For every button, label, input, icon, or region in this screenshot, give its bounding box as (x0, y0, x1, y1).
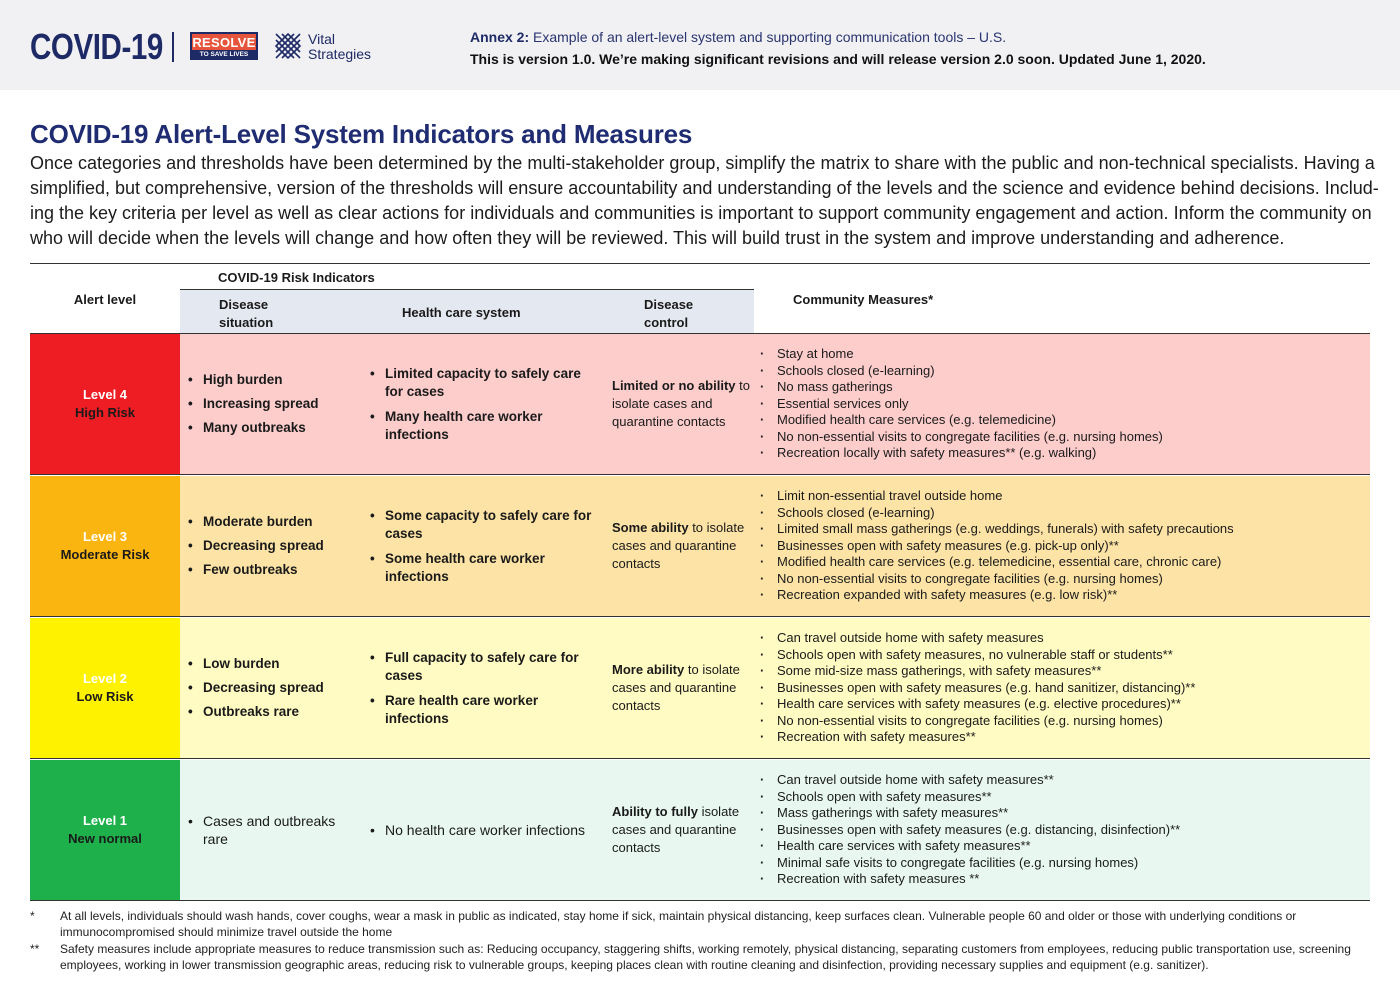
list-item: • Limited capacity to safely care for cases (370, 365, 595, 401)
level-cell (30, 760, 180, 900)
control-text: to isolate cases and quarantine contacts (612, 378, 750, 429)
list-item: • Many health care worker infections (370, 408, 595, 444)
footnote-text: Safety measures include appropriate measures to reduce transmission such as: Reducing occupancy, staggering shifts, working remotely, physical distancing, separating customers from employees, reducing public transportation use, screening employees, working in lower transmission geographic areas, reducing risk to vulnerable groups, keeping places clean with routine cleaning and disinfection, providing necessary supplies and equipment (e.g. sanitizer). (60, 942, 1351, 972)
resolve-to-save-lives-logo (190, 32, 258, 60)
list-item: • Decreasing spread (188, 537, 358, 555)
row-body (180, 476, 1370, 616)
level-label: Level 2 (82, 671, 128, 686)
list-item: · Can travel outside home with safety measures (760, 630, 1360, 647)
version-notice: This is version 1.0. We’re making significant revisions and will release version 2.0 soon. Updated June 1, 2020. (470, 51, 1206, 67)
control-text: isolate cases and quarantine contacts (612, 804, 740, 855)
community-measures-cell (760, 760, 1360, 900)
list-item: • Some capacity to safely care for cases (370, 507, 595, 543)
disease-situation-cell (188, 476, 358, 616)
table-row-level-4 (30, 334, 1370, 475)
list-item: · Mass gatherings with safety measures** (760, 805, 1360, 822)
health-list (370, 821, 595, 839)
covid-19-logo: COVID-19 (30, 26, 163, 67)
health-care-system-cell (370, 334, 595, 474)
list-item: • High burden (188, 371, 358, 389)
list-item: · No non-essential visits to congregate facilities (e.g. nursing homes) (760, 429, 1360, 446)
disease-situation-cell (188, 334, 358, 474)
risk-label: Moderate Risk (60, 547, 150, 562)
header-disease-situation (219, 296, 273, 332)
disease-list (188, 649, 358, 727)
vital-strategies-logo-icon (272, 30, 304, 62)
risk-label: New normal (68, 831, 142, 846)
community-list (760, 346, 1360, 462)
header-community-measures: Community Measures* (793, 292, 934, 307)
health-care-system-cell (370, 476, 595, 616)
intro-paragraph (30, 151, 1379, 251)
list-item: • Cases and outbreaks rare (188, 812, 358, 848)
list-item: • Increasing spread (188, 395, 358, 413)
table-row-level-3 (30, 476, 1370, 617)
community-measures-cell (760, 618, 1360, 758)
list-item: · Businesses open with safety measures (e.g. hand sanitizer, distancing)** (760, 680, 1360, 697)
disease-situation-cell (188, 618, 358, 758)
header-disease-control (644, 296, 693, 332)
logo-divider (172, 32, 174, 62)
disease-situation-cell (188, 760, 358, 900)
list-item: · Limit non-essential travel outside home (760, 488, 1360, 505)
control-strong: Some ability (612, 520, 689, 535)
community-list (760, 488, 1360, 604)
resolve-logo-text: RESOLVE (190, 32, 258, 50)
community-measures-cell (760, 476, 1360, 616)
table-row-level-2 (30, 618, 1370, 759)
community-list (760, 772, 1360, 888)
level-cell (30, 618, 180, 758)
control-text: to isolate cases and quarantine contacts (612, 520, 745, 571)
health-list (370, 500, 595, 593)
disease-list (188, 812, 358, 848)
vital-logo-line1: Vital (308, 31, 335, 47)
footnote-mark: * (30, 909, 35, 923)
level-label: Level 4 (82, 387, 128, 402)
list-item: • No health care worker infections (370, 821, 595, 839)
resolve-logo-tagline: TO SAVE LIVES (190, 50, 258, 60)
list-item: · Recreation with safety measures** (760, 729, 1360, 746)
list-item: · Modified health care services (e.g. telemedicine, essential care, chronic care) (760, 554, 1360, 571)
header-risk-indicators: COVID-19 Risk Indicators (218, 270, 375, 285)
risk-label: Low Risk (76, 689, 134, 704)
list-item: · No mass gatherings (760, 379, 1360, 396)
header-disease-line2: situation (219, 315, 274, 330)
row-body (180, 618, 1370, 758)
level-label: Level 1 (82, 813, 128, 828)
footnote-text: At all levels, individuals should wash hands, cover coughs, wear a mask in public as indicated, stay home if sick, maintain physical distancing, keep surfaces clean. Vulnerable people 60 and older or those with underlying conditions or immunocompromised should minimize travel outside the home (60, 909, 1297, 939)
header-health-care-system: Health care system (402, 305, 521, 320)
list-item: • Low burden (188, 655, 358, 673)
disease-list (188, 365, 358, 443)
intro-line: ing the key criteria per level as well as clear actions for individuals and communities is important to support community engagement and action. Inform the community on (30, 203, 1372, 223)
list-item: · Essential services only (760, 396, 1360, 413)
header-alert-level: Alert level (73, 292, 137, 307)
vital-logo-line2: Strategies (308, 46, 372, 62)
list-item: · Schools closed (e-learning) (760, 505, 1360, 522)
table-top-rule (30, 263, 1370, 264)
list-item: • Decreasing spread (188, 679, 358, 697)
list-item: · Recreation with safety measures ** (760, 871, 1360, 888)
intro-line: Once categories and thresholds have been determined by the multi-stakeholder group, simplify the matrix to share with the public and non-technical specialists. Having a (30, 153, 1375, 173)
risk-label: High Risk (75, 405, 135, 420)
list-item: • Moderate burden (188, 513, 358, 531)
list-item: · Schools closed (e-learning) (760, 363, 1360, 380)
annex-label: Annex 2: (470, 29, 530, 45)
community-measures-cell (760, 334, 1360, 474)
control-strong: More ability (612, 662, 685, 677)
row-body (180, 334, 1370, 474)
disease-control-cell (612, 476, 757, 616)
footnote-double-asterisk (30, 941, 1375, 973)
health-list (370, 642, 595, 735)
list-item: · Limited small mass gatherings (e.g. weddings, funerals) with safety precautions (760, 521, 1360, 538)
list-item: · No non-essential visits to congregate facilities (e.g. nursing homes) (760, 713, 1360, 730)
list-item: · Businesses open with safety measures (e.g. distancing, disinfection)** (760, 822, 1360, 839)
intro-line: who will decide when the levels will change and how often they will be reviewed. This will build trust in the system and improve understanding and adherence. (30, 228, 1285, 248)
list-item: • Many outbreaks (188, 419, 358, 437)
list-item: · Stay at home (760, 346, 1360, 363)
list-item: • Few outbreaks (188, 561, 358, 579)
list-item: • Full capacity to safely care for cases (370, 649, 595, 685)
header-disease-line1: Disease (219, 297, 269, 312)
list-item: • Some health care worker infections (370, 550, 595, 586)
control-strong: Ability to fully (612, 804, 698, 819)
annex-caption (470, 29, 1006, 45)
control-text: to isolate cases and quarantine contacts (612, 662, 740, 713)
community-list (760, 630, 1360, 746)
level-label: Level 3 (82, 529, 128, 544)
intro-line: simplified, but comprehensive, version of the thresholds will ensure accountability and understanding of the levels and the science and evidence behind decisions. Includ- (30, 178, 1379, 198)
page-title: COVID-19 Alert-Level System Indicators and Measures (30, 119, 693, 149)
list-item: • Rare health care worker infections (370, 692, 595, 728)
list-item: · Recreation expanded with safety measures (e.g. low risk)** (760, 587, 1360, 604)
header-control-line1: Disease (644, 297, 694, 312)
row-body (180, 760, 1370, 900)
table-row-level-1 (30, 760, 1370, 901)
list-item: · Health care services with safety measures (e.g. elective procedures)** (760, 696, 1360, 713)
list-item: · Schools open with safety measures, no vulnerable staff or students** (760, 647, 1360, 664)
disease-control-cell (612, 334, 757, 474)
list-item: · Health care services with safety measures** (760, 838, 1360, 855)
list-item: · Some mid-size mass gatherings, with safety measures** (760, 663, 1360, 680)
disease-list (188, 507, 358, 585)
disease-control-cell (612, 760, 757, 900)
list-item: · Schools open with safety measures** (760, 789, 1360, 806)
list-item: · Minimal safe visits to congregate facilities (e.g. nursing homes) (760, 855, 1360, 872)
level-cell (30, 334, 180, 474)
disease-control-cell (612, 618, 757, 758)
health-care-system-cell (370, 760, 595, 900)
list-item: • Outbreaks rare (188, 703, 358, 721)
list-item: · Modified health care services (e.g. telemedicine) (760, 412, 1360, 429)
annex-text: Example of an alert-level system and supporting communication tools – U.S. (529, 29, 1007, 45)
footnote-mark: ** (30, 942, 40, 956)
list-item: · Recreation locally with safety measures** (e.g. walking) (760, 445, 1360, 462)
footnote-single-asterisk (30, 908, 1375, 940)
list-item: · Businesses open with safety measures (e.g. pick-up only)** (760, 538, 1360, 555)
header-control-line2: control (644, 315, 689, 330)
health-care-system-cell (370, 618, 595, 758)
health-list (370, 358, 595, 451)
control-strong: Limited or no ability (612, 378, 736, 393)
level-cell (30, 476, 180, 616)
list-item: · No non-essential visits to congregate facilities (e.g. nursing homes) (760, 571, 1360, 588)
list-item: · Can travel outside home with safety measures** (760, 772, 1360, 789)
vital-strategies-logo-text (308, 32, 371, 62)
